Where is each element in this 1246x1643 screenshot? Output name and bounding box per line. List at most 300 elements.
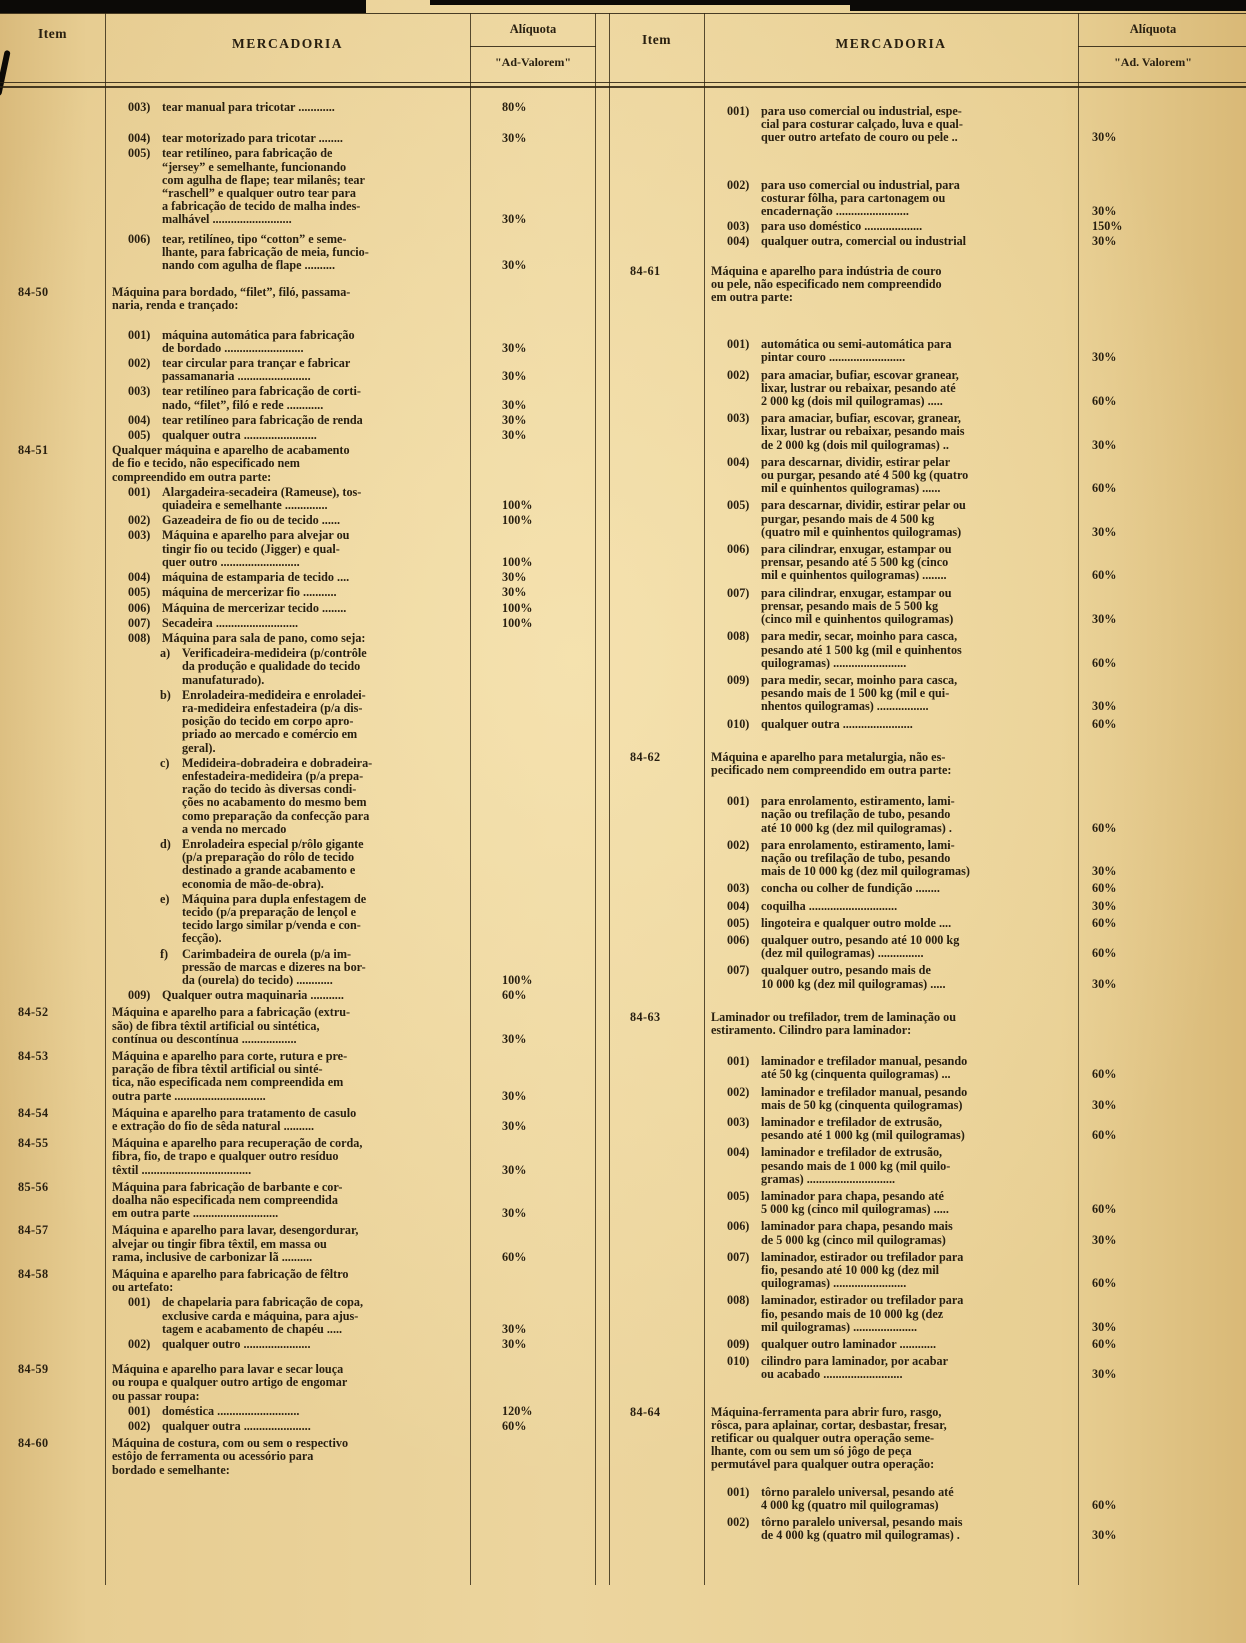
- advalorem-rate: 30%: [1092, 1232, 1117, 1247]
- table-row: [608, 456, 1246, 496]
- merchandise-text: máquina automática para fabricação de bordado ..........................: [162, 327, 355, 355]
- subitem-label: 007): [727, 585, 750, 600]
- merchandise-text: laminador e trefilador manual, pesando mais de 50 kg (cinquenta quilogramas): [761, 1084, 968, 1112]
- table-row: [0, 429, 594, 442]
- merchandise-cell: [105, 514, 470, 527]
- table-row: [608, 674, 1246, 714]
- merchandise-cell: [704, 1116, 1078, 1142]
- header-advalorem-right: "Ad. Valorem": [1114, 55, 1192, 69]
- rows-right: [608, 95, 1246, 1542]
- item-number: [608, 1116, 704, 1142]
- merchandise-text: Máquina de costura, com ou sem o respectivo estôjo de ferramenta ou acessório para bordado e semelhante:: [112, 1436, 349, 1477]
- merchandise-text: Máquina e aparelho para metalurgia, não es- pecificado nem compreendido em outra parte:: [711, 749, 952, 777]
- item-number: [0, 1338, 105, 1351]
- table-row: [608, 220, 1246, 233]
- merchandise-text: de chapelaria para fabricação de copa, exclusive carda e máquina, para ajus- tagem e acabamento de chapéu .....: [162, 1295, 364, 1336]
- subitem-label: 006): [727, 1219, 750, 1234]
- advalorem-rate: [470, 444, 594, 484]
- subitem-label: 005): [128, 585, 151, 600]
- merchandise-text: máquina de mercerizar fio ...........: [162, 585, 337, 600]
- merchandise-cell: [704, 1055, 1078, 1081]
- merchandise-cell: [105, 357, 470, 383]
- item-number: 84-58: [18, 1267, 49, 1282]
- item-number: 84-61: [630, 263, 661, 278]
- subitem-label: d): [160, 836, 171, 851]
- merchandise-cell: [704, 964, 1078, 990]
- merchandise-text: para uso doméstico ...................: [761, 219, 923, 234]
- table-row: [608, 917, 1246, 930]
- item-number: [608, 1355, 704, 1381]
- item-number: 84-51: [18, 443, 49, 458]
- merchandise-cell: [704, 543, 1078, 583]
- merchandise-cell: [105, 101, 470, 114]
- advalorem-rate: 30%: [502, 1119, 527, 1134]
- merchandise-text: Enroladeira-medideira e enroladei- ra-medideira enfestadeira (p/a dis- posição do tecido em corpo apro- priado ao mercado e comércio em geral).: [182, 687, 366, 755]
- top-edge-bar-right: [850, 0, 1246, 11]
- merchandise-text: laminador, estirador ou trefilador para fio, pesando até 10 000 kg (dez mil quilogramas) ........................: [761, 1249, 964, 1291]
- item-number: [0, 514, 105, 527]
- merchandise-cell: [105, 286, 470, 312]
- item-number: [0, 529, 105, 569]
- item-number: [0, 429, 105, 442]
- advalorem-rate: [1078, 265, 1246, 305]
- merchandise-cell: [105, 147, 470, 226]
- table-row: [0, 1137, 594, 1177]
- merchandise-text: qualquer outro, pesando até 10 000 kg (dez mil quilogramas) ...............: [761, 932, 960, 961]
- merchandise-text: laminador para chapa, pesando mais de 5 000 kg (cinco mil quilogramas): [761, 1219, 953, 1247]
- subitem-label: 002): [727, 367, 750, 382]
- merchandise-cell: [704, 1516, 1078, 1542]
- advalorem-rate: [470, 1268, 594, 1294]
- subitem-label: f): [160, 946, 169, 961]
- merchandise-cell: [105, 838, 470, 891]
- subitem-label: 006): [727, 932, 750, 947]
- merchandise-text: Máquina e aparelho para lavar e secar louça ou roupa e qualquer outro artigo de engomar ou passar roupa:: [112, 1362, 348, 1403]
- merchandise-text: concha ou colher de fundição ........: [761, 881, 940, 896]
- subitem-label: 005): [128, 146, 151, 161]
- table-row: [608, 587, 1246, 627]
- merchandise-text: Secadeira ...........................: [162, 615, 299, 630]
- merchandise-cell: [704, 220, 1078, 233]
- subitem-label: 001): [128, 1295, 151, 1310]
- table-row: [608, 369, 1246, 409]
- table-row: [608, 543, 1246, 583]
- item-number: [0, 571, 105, 584]
- merchandise-text: lingoteira e qualquer outro molde ....: [761, 915, 952, 930]
- merchandise-text: laminador e trefilador de extrusão, pesando até 1 000 kg (mil quilogramas): [761, 1114, 965, 1143]
- subitem-label: e): [160, 891, 170, 906]
- item-number: [0, 586, 105, 599]
- merchandise-cell: [704, 587, 1078, 627]
- merchandise-cell: [105, 132, 470, 145]
- merchandise-cell: [704, 1406, 1078, 1472]
- item-number: [608, 1086, 704, 1112]
- merchandise-cell: [105, 893, 470, 946]
- advalorem-rate: 60%: [1092, 820, 1117, 835]
- merchandise-text: tear retilíneo para fabricação de corti- nado, “filet”, filó e rede ............: [162, 384, 361, 412]
- subitem-label: 004): [727, 1145, 750, 1160]
- merchandise-cell: [704, 1486, 1078, 1512]
- merchandise-text: para uso comercial ou industrial, para costurar fôlha, para cartonagem ou encadernação ........................: [761, 177, 960, 219]
- item-number: [608, 179, 704, 219]
- subitem-label: 003): [128, 528, 151, 543]
- merchandise-cell: [704, 1294, 1078, 1334]
- advalorem-rate: 30%: [502, 428, 527, 443]
- subitem-label: 004): [128, 412, 151, 427]
- table-row: [0, 1405, 594, 1418]
- advalorem-rate: 80%: [502, 100, 527, 114]
- table-row: [0, 632, 594, 645]
- merchandise-cell: [704, 105, 1078, 145]
- header-item-right: Item: [642, 32, 671, 47]
- merchandise-cell: [704, 1338, 1078, 1351]
- advalorem-rate: 60%: [1092, 1128, 1117, 1143]
- table-row: [608, 412, 1246, 452]
- table-row: [608, 718, 1246, 731]
- item-number: [0, 617, 105, 630]
- advalorem-rate: 30%: [1092, 1319, 1117, 1334]
- advalorem-rate: 100%: [502, 600, 533, 615]
- subitem-label: c): [160, 755, 170, 770]
- merchandise-text: automática ou semi-automática para pintar couro .........................: [761, 337, 952, 365]
- item-number: [0, 357, 105, 383]
- merchandise-cell: [704, 630, 1078, 670]
- subitem-label: 004): [727, 234, 750, 249]
- header-item-left: Item: [38, 26, 67, 41]
- item-number: [0, 632, 105, 645]
- table-row: [608, 1406, 1246, 1472]
- advalorem-rate: 30%: [502, 570, 527, 585]
- table-row: [608, 1355, 1246, 1381]
- subitem-label: 003): [128, 384, 151, 399]
- aliquota-divider-right: [1078, 46, 1246, 47]
- item-number: [0, 414, 105, 427]
- table-row: [0, 838, 594, 891]
- item-number: 84-50: [18, 285, 49, 300]
- advalorem-rate: 30%: [1092, 524, 1117, 539]
- merchandise-text: laminador, estirador ou trefilador para fio, pesando mais de 10 000 kg (dez mil quilogramas) .....................: [761, 1293, 964, 1334]
- header-bottom-rule-thin: [0, 82, 1246, 83]
- merchandise-cell: [704, 917, 1078, 930]
- table-row: [608, 1251, 1246, 1291]
- merchandise-cell: [704, 1011, 1078, 1037]
- subitem-label: 002): [128, 1337, 151, 1352]
- subitem-label: 002): [128, 1419, 151, 1434]
- merchandise-text: Máquina e aparelho para recuperação de corda, fibra, fio, de trapo e qualquer outro resíduo têxtil ....................................: [112, 1136, 363, 1177]
- merchandise-cell: [704, 1190, 1078, 1216]
- merchandise-cell: [704, 179, 1078, 219]
- subitem-label: 001): [128, 1403, 151, 1418]
- table-row: [608, 1055, 1246, 1081]
- subitem-label: 003): [727, 881, 750, 896]
- merchandise-text: qualquer outra ........................: [162, 428, 317, 443]
- advalorem-rate: 150%: [1092, 219, 1123, 234]
- item-number: [608, 105, 704, 145]
- merchandise-cell: [704, 900, 1078, 913]
- advalorem-rate: 100%: [502, 513, 533, 528]
- table-row: [0, 444, 594, 484]
- item-number: [0, 486, 105, 512]
- merchandise-text: Medideira-dobradeira e dobradeira- enfestadeira-medideira (p/a prepa- ração do tecido às diversas condi- ções no acabamento do mesmo bem como preparação da confecção para a venda no mercado: [182, 755, 373, 836]
- table-row: [0, 385, 594, 411]
- merchandise-cell: [105, 1181, 470, 1221]
- merchandise-text: Máquina para sala de pano, como seja:: [162, 630, 366, 645]
- table-row: [608, 630, 1246, 670]
- item-number: [608, 1251, 704, 1291]
- merchandise-text: Máquina-ferramenta para abrir furo, rasgo, rôsca, para aplainar, cortar, desbastar, fresar, retificar ou qualquer outra operação seme- lhante, com ou sem um só jôgo de peça permutável para qualquer outra operação:: [711, 1404, 947, 1472]
- advalorem-rate: [470, 757, 594, 836]
- merchandise-text: qualquer outro, pesando mais de 10 000 kg (dez mil quilogramas) .....: [761, 963, 946, 991]
- item-number: [0, 147, 105, 226]
- merchandise-cell: [105, 1137, 470, 1177]
- advalorem-rate: 30%: [1092, 612, 1117, 627]
- table-row: [608, 900, 1246, 913]
- item-number: [608, 1220, 704, 1246]
- table-row: [0, 1107, 594, 1133]
- advalorem-rate: [470, 838, 594, 891]
- item-number: [0, 838, 105, 891]
- header-mercadoria-right: MERCADORIA: [835, 36, 947, 51]
- subitem-label: 004): [727, 454, 750, 469]
- advalorem-rate: 30%: [502, 412, 527, 427]
- item-number: [608, 1294, 704, 1334]
- item-number: [0, 893, 105, 946]
- advalorem-rate: 30%: [1092, 898, 1117, 913]
- advalorem-rate: 30%: [1092, 699, 1117, 714]
- table-row: [0, 893, 594, 946]
- merchandise-cell: [105, 647, 470, 687]
- advalorem-rate: [470, 632, 594, 645]
- merchandise-text: para medir, secar, moinho para casca, pesando mais de 1 500 kg (mil e qui- nhentos quilogramas) .................: [761, 672, 958, 714]
- advalorem-rate: [470, 1363, 594, 1403]
- table-row: [0, 132, 594, 145]
- advalorem-rate: 30%: [1092, 976, 1117, 991]
- merchandise-text: para uso comercial ou industrial, espe- cial para costurar calçado, luva e qual- quer outro artefato de couro ou pele ..: [761, 104, 963, 145]
- subitem-label: 002): [727, 1084, 750, 1099]
- subitem-label: a): [160, 646, 171, 661]
- merchandise-text: Qualquer máquina e aparelho de acabamento de fio e tecido, não especificado nem compreendido em outra parte:: [112, 443, 350, 484]
- subitem-label: 005): [727, 498, 750, 513]
- merchandise-text: doméstica ...........................: [162, 1403, 300, 1418]
- item-number: [608, 795, 704, 835]
- merchandise-text: Máquina para dupla enfestagem de tecido (p/a preparação de lençol e tecido largo similar p/venda e con- fecção).: [182, 891, 367, 946]
- subitem-label: 003): [727, 219, 750, 234]
- advalorem-rate: 30%: [1092, 204, 1117, 219]
- merchandise-text: Máquina e aparelho para corte, rutura e pre- paração de fibra têxtil artificial ou sinté- tica, não especificada nem compreendida em outra parte ..............................: [112, 1049, 348, 1103]
- merchandise-cell: [105, 1296, 470, 1336]
- advalorem-rate: 60%: [1092, 1276, 1117, 1291]
- advalorem-rate: [1078, 1011, 1246, 1037]
- subitem-label: 006): [727, 542, 750, 557]
- advalorem-rate: 60%: [1092, 568, 1117, 583]
- merchandise-cell: [105, 233, 470, 273]
- item-number: [0, 757, 105, 836]
- item-number: [608, 1190, 704, 1216]
- merchandise-text: para descarnar, dividir, estirar pelar ou purgar, pesando mais de 4 500 kg (quatro mil e quinhentos quilogramas): [761, 498, 966, 539]
- subitem-label: 006): [128, 600, 151, 615]
- subitem-label: 001): [727, 1484, 750, 1499]
- advalorem-rate: 30%: [502, 1206, 527, 1221]
- subitem-label: 001): [128, 327, 151, 342]
- merchandise-text: tear, retilíneo, tipo “cotton” e seme- lhante, para fabricação de meia, funcio- nando com agulha de flape ..........: [162, 231, 369, 273]
- table-row: [608, 1190, 1246, 1216]
- table-row: [608, 105, 1246, 145]
- table-row: [0, 147, 594, 226]
- item-number: [608, 674, 704, 714]
- merchandise-text: máquina de estamparia de tecido ....: [162, 570, 350, 585]
- advalorem-rate: [470, 1437, 594, 1477]
- advalorem-rate: 60%: [1092, 1202, 1117, 1217]
- item-number: 84-60: [18, 1436, 49, 1451]
- merchandise-text: qualquer outra, comercial ou industrial: [761, 234, 967, 249]
- merchandise-text: Máquina e aparelho para alvejar ou tingir fio ou tecido (Jigger) e qual- quer outro ..........................: [162, 528, 350, 569]
- item-number: [608, 1146, 704, 1186]
- item-number: 84-54: [18, 1105, 49, 1120]
- left-edge-mark: [0, 50, 11, 96]
- item-number: [608, 220, 704, 233]
- table-row: [0, 101, 594, 114]
- merchandise-text: para cilindrar, enxugar, estampar ou prensar, pesando até 5 500 kg (cinco mil e quinhentos quilogramas) ........: [761, 542, 952, 583]
- header-top-rule: [0, 13, 1246, 14]
- subitem-label: 004): [727, 898, 750, 913]
- advalorem-rate: 100%: [502, 554, 533, 569]
- table-row: [608, 839, 1246, 879]
- table-row: [0, 233, 594, 273]
- item-number: [0, 647, 105, 687]
- advalorem-rate: 60%: [1092, 655, 1117, 670]
- table-row: [0, 948, 594, 988]
- merchandise-text: tear retilíneo, para fabricação de “jersey” e semelhante, funcionando com agulha de flape; tear milanês; tear “raschell” e qualquer outro tear para a fabricação de tecido de malha indes- malhável ..........................: [162, 146, 365, 227]
- merchandise-cell: [105, 1437, 470, 1477]
- merchandise-cell: [105, 586, 470, 599]
- table-row: [0, 1006, 594, 1046]
- merchandise-cell: [105, 1420, 470, 1433]
- merchandise-text: para amaciar, bufiar, escovar, granear, lixar, lustrar ou rebaixar, pesando mais de 2 000 kg (dois mil quilogramas) ..: [761, 411, 965, 452]
- merchandise-cell: [704, 265, 1078, 305]
- advalorem-rate: 60%: [502, 1419, 527, 1434]
- advalorem-rate: 30%: [502, 1337, 527, 1352]
- table-row: [0, 602, 594, 615]
- merchandise-text: coquilha .............................: [761, 898, 898, 913]
- table-row: [0, 486, 594, 512]
- table-row: [608, 751, 1246, 777]
- table-row: [0, 357, 594, 383]
- subitem-label: 008): [128, 630, 151, 645]
- advalorem-rate: 30%: [502, 1088, 527, 1103]
- item-number: [608, 839, 704, 879]
- subitem-label: 007): [128, 615, 151, 630]
- merchandise-cell: [704, 751, 1078, 777]
- merchandise-text: para medir, secar, moinho para casca, pesando até 1 500 kg (mil e quinhentos quilogramas) ........................: [761, 629, 962, 670]
- item-number: 84-64: [630, 1404, 661, 1419]
- advalorem-rate: [1078, 1406, 1246, 1472]
- merchandise-cell: [704, 1146, 1078, 1186]
- merchandise-cell: [105, 429, 470, 442]
- item-number: [608, 456, 704, 496]
- table-row: [0, 514, 594, 527]
- advalorem-rate: 30%: [502, 1162, 527, 1177]
- merchandise-text: Máquina e aparelho para lavar, desengordurar, alvejar ou tingir fibra têxtil, em massa ou rama, inclusive de carbonizar lã ..........: [112, 1223, 359, 1264]
- item-number: 84-55: [18, 1136, 49, 1151]
- merchandise-cell: [704, 718, 1078, 731]
- merchandise-text: Máquina para bordado, “filet”, filó, passama- naria, renda e trançado:: [112, 285, 351, 313]
- item-number: [0, 602, 105, 615]
- table-row: [0, 571, 594, 584]
- merchandise-cell: [105, 757, 470, 836]
- table-row: [0, 329, 594, 355]
- item-number: [608, 1516, 704, 1542]
- merchandise-text: Máquina e aparelho para tratamento de casulo e extração do fio de sêda natural ..........: [112, 1105, 357, 1134]
- advalorem-rate: [470, 893, 594, 946]
- subitem-label: 003): [128, 100, 151, 114]
- table-row: [608, 265, 1246, 305]
- advalorem-rate: 30%: [502, 258, 527, 273]
- item-number: 85-56: [18, 1179, 49, 1194]
- table-row: [608, 338, 1246, 364]
- merchandise-cell: [704, 369, 1078, 409]
- subitem-label: 003): [727, 1114, 750, 1129]
- advalorem-rate: 60%: [1092, 481, 1117, 496]
- table-row: [0, 529, 594, 569]
- item-number: [0, 132, 105, 145]
- advalorem-rate: 120%: [502, 1403, 533, 1418]
- merchandise-cell: [704, 674, 1078, 714]
- table-row: [608, 179, 1246, 219]
- advalorem-rate: 30%: [502, 585, 527, 600]
- table-row: [608, 1116, 1246, 1142]
- merchandise-cell: [704, 882, 1078, 895]
- merchandise-cell: [105, 1338, 470, 1351]
- subitem-label: 007): [727, 1249, 750, 1264]
- item-number: [608, 369, 704, 409]
- merchandise-cell: [105, 329, 470, 355]
- advalorem-rate: 60%: [1092, 1067, 1117, 1082]
- merchandise-cell: [105, 571, 470, 584]
- table-row: [0, 1181, 594, 1221]
- advalorem-rate: [1078, 751, 1246, 777]
- advalorem-rate: 60%: [1092, 394, 1117, 409]
- merchandise-cell: [105, 617, 470, 630]
- merchandise-cell: [704, 839, 1078, 879]
- item-number: [608, 917, 704, 930]
- table-row: [608, 1011, 1246, 1037]
- item-number: [608, 964, 704, 990]
- item-number: [608, 1055, 704, 1081]
- table-row: [0, 586, 594, 599]
- merchandise-text: Máquina e aparelho para indústria de couro ou pele, não especificado nem compreendido em outra parte:: [711, 263, 942, 305]
- item-number: 84-63: [630, 1009, 661, 1024]
- item-number: [608, 934, 704, 960]
- advalorem-rate: 60%: [1092, 1497, 1117, 1512]
- advalorem-rate: 60%: [502, 1249, 527, 1264]
- advalorem-rate: 30%: [1092, 437, 1117, 452]
- merchandise-text: tear manual para tricotar ............: [162, 100, 335, 114]
- merchandise-cell: [105, 689, 470, 755]
- merchandise-text: tôrno paralelo universal, pesando até 4 000 kg (quatro mil quilogramas): [761, 1484, 954, 1512]
- item-number: [608, 338, 704, 364]
- merchandise-cell: [704, 1086, 1078, 1112]
- merchandise-cell: [704, 499, 1078, 539]
- advalorem-rate: 30%: [502, 1321, 527, 1336]
- subitem-label: 010): [727, 716, 750, 731]
- advalorem-rate: 60%: [1092, 946, 1117, 961]
- subitem-label: 006): [128, 231, 151, 246]
- item-number: [0, 101, 105, 114]
- merchandise-text: laminador para chapa, pesando até 5 000 kg (cinco mil quilogramas) .....: [761, 1189, 949, 1217]
- item-number: [608, 718, 704, 731]
- merchandise-text: tear retilíneo para fabricação de renda: [162, 412, 363, 427]
- merchandise-cell: [704, 795, 1078, 835]
